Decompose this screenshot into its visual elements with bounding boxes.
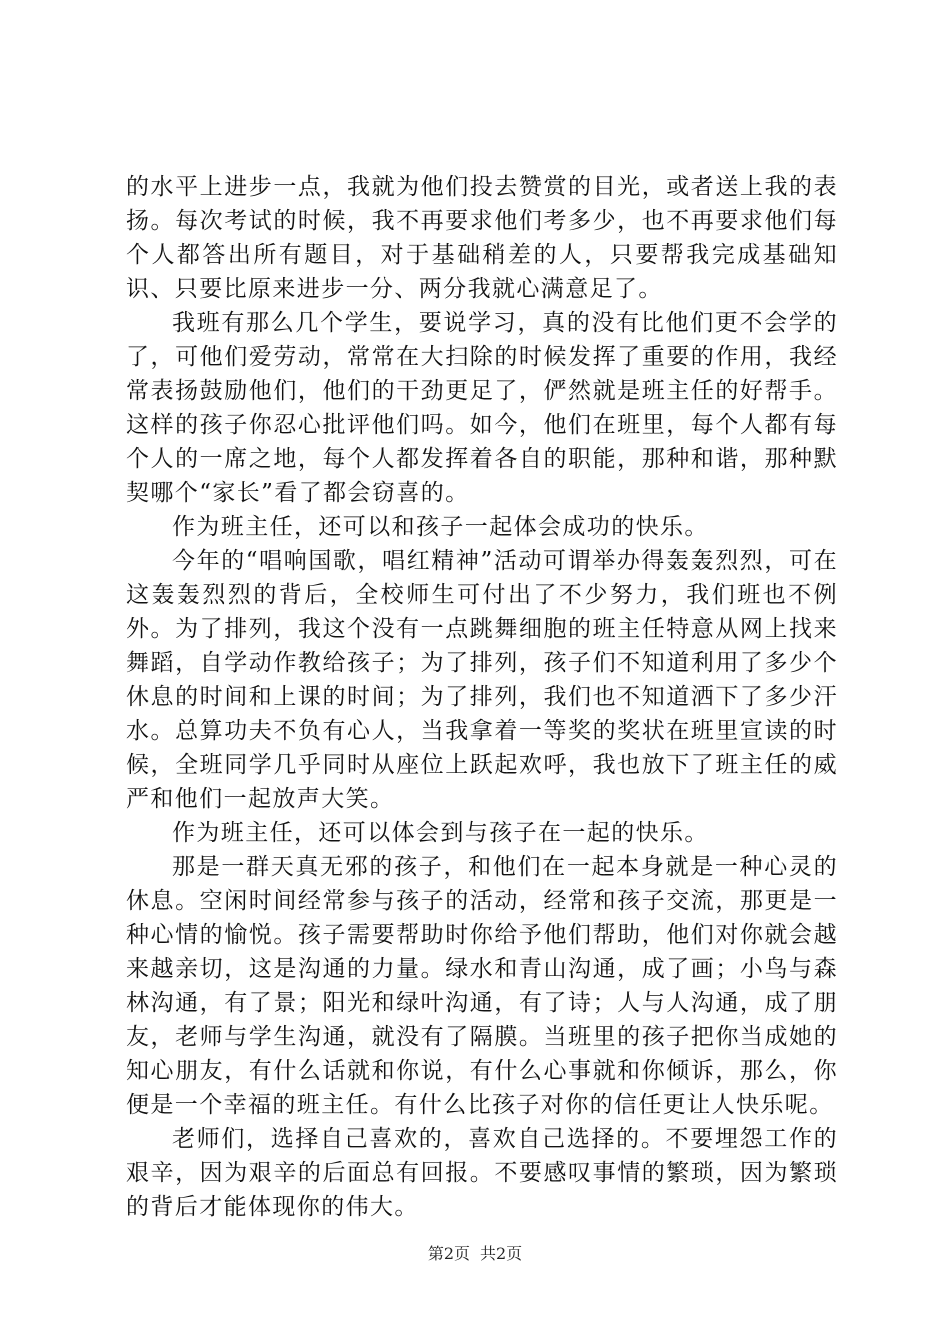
page-total: 共2页 [480, 1244, 523, 1263]
page-footer [0, 1244, 950, 1264]
paragraph: 老师们，选择自己喜欢的，喜欢自己选择的。不要埋怨工作的艰辛，因为艰辛的后面总有回报。不要感叹事情的繁琐，因为繁琐的背后才能体现你的伟大。 [126, 1126, 838, 1220]
paragraph: 的水平上进步一点，我就为他们投去赞赏的目光，或者送上我的表扬。每次考试的时候，我不再要求他们考多少，也不再要求他们每个人都答出所有题目，对于基础稍差的人，只要帮我完成基础知识、只要比原来进步一分、两分我就心满意足了。 [126, 174, 838, 302]
page-number: 第2页 [427, 1244, 470, 1263]
document-body [126, 170, 838, 1224]
paragraph: 作为班主任，还可以体会到与孩子在一起的快乐。 [172, 820, 709, 846]
paragraph: 我班有那么几个学生，要说学习，真的没有比他们更不会学的了，可他们爱劳动，常常在大扫除的时候发挥了重要的作用，我经常表扬鼓励他们，他们的干劲更足了，俨然就是班主任的好帮手。这样的孩子你忍心批评他们吗。如今，他们在班里，每个人都有每个人的一席之地，每个人都发挥着各自的职能，那种和谐，那种默契哪个“家长”看了都会窃喜的。 [126, 310, 838, 506]
paragraph: 今年的“唱响国歌，唱红精神”活动可谓举办得轰轰烈烈，可在这轰轰烈烈的背后，全校师生可付出了不少努力，我们班也不例外。为了排列，我这个没有一点跳舞细胞的班主任特意从网上找来舞蹈，自学动作教给孩子；为了排列，孩子们不知道利用了多少个休息的时间和上课的时间；为了排列，我们也不知道洒下了多少汗水。总算功夫不负有心人，当我拿着一等奖的奖状在班里宣读的时候，全班同学几乎同时从座位上跃起欢呼，我也放下了班主任的威严和他们一起放声大笑。 [126, 548, 838, 812]
paragraph: 作为班主任，还可以和孩子一起体会成功的快乐。 [172, 514, 709, 540]
paragraph: 那是一群天真无邪的孩子，和他们在一起本身就是一种心灵的休息。空闲时间经常参与孩子的活动，经常和孩子交流，那更是一种心情的愉悦。孩子需要帮助时你给予他们帮助，他们对你就会越来越亲切，这是沟通的力量。绿水和青山沟通，成了画；小鸟与森林沟通，有了景；阳光和绿叶沟通，有了诗；人与人沟通，成了朋友，老师与学生沟通，就没有了隔膜。当班里的孩子把你当成她的知心朋友，有什么话就和你说，有什么心事就和你倾诉，那么，你便是一个幸福的班主任。有什么比孩子对你的信任更让人快乐呢。 [126, 854, 838, 1118]
